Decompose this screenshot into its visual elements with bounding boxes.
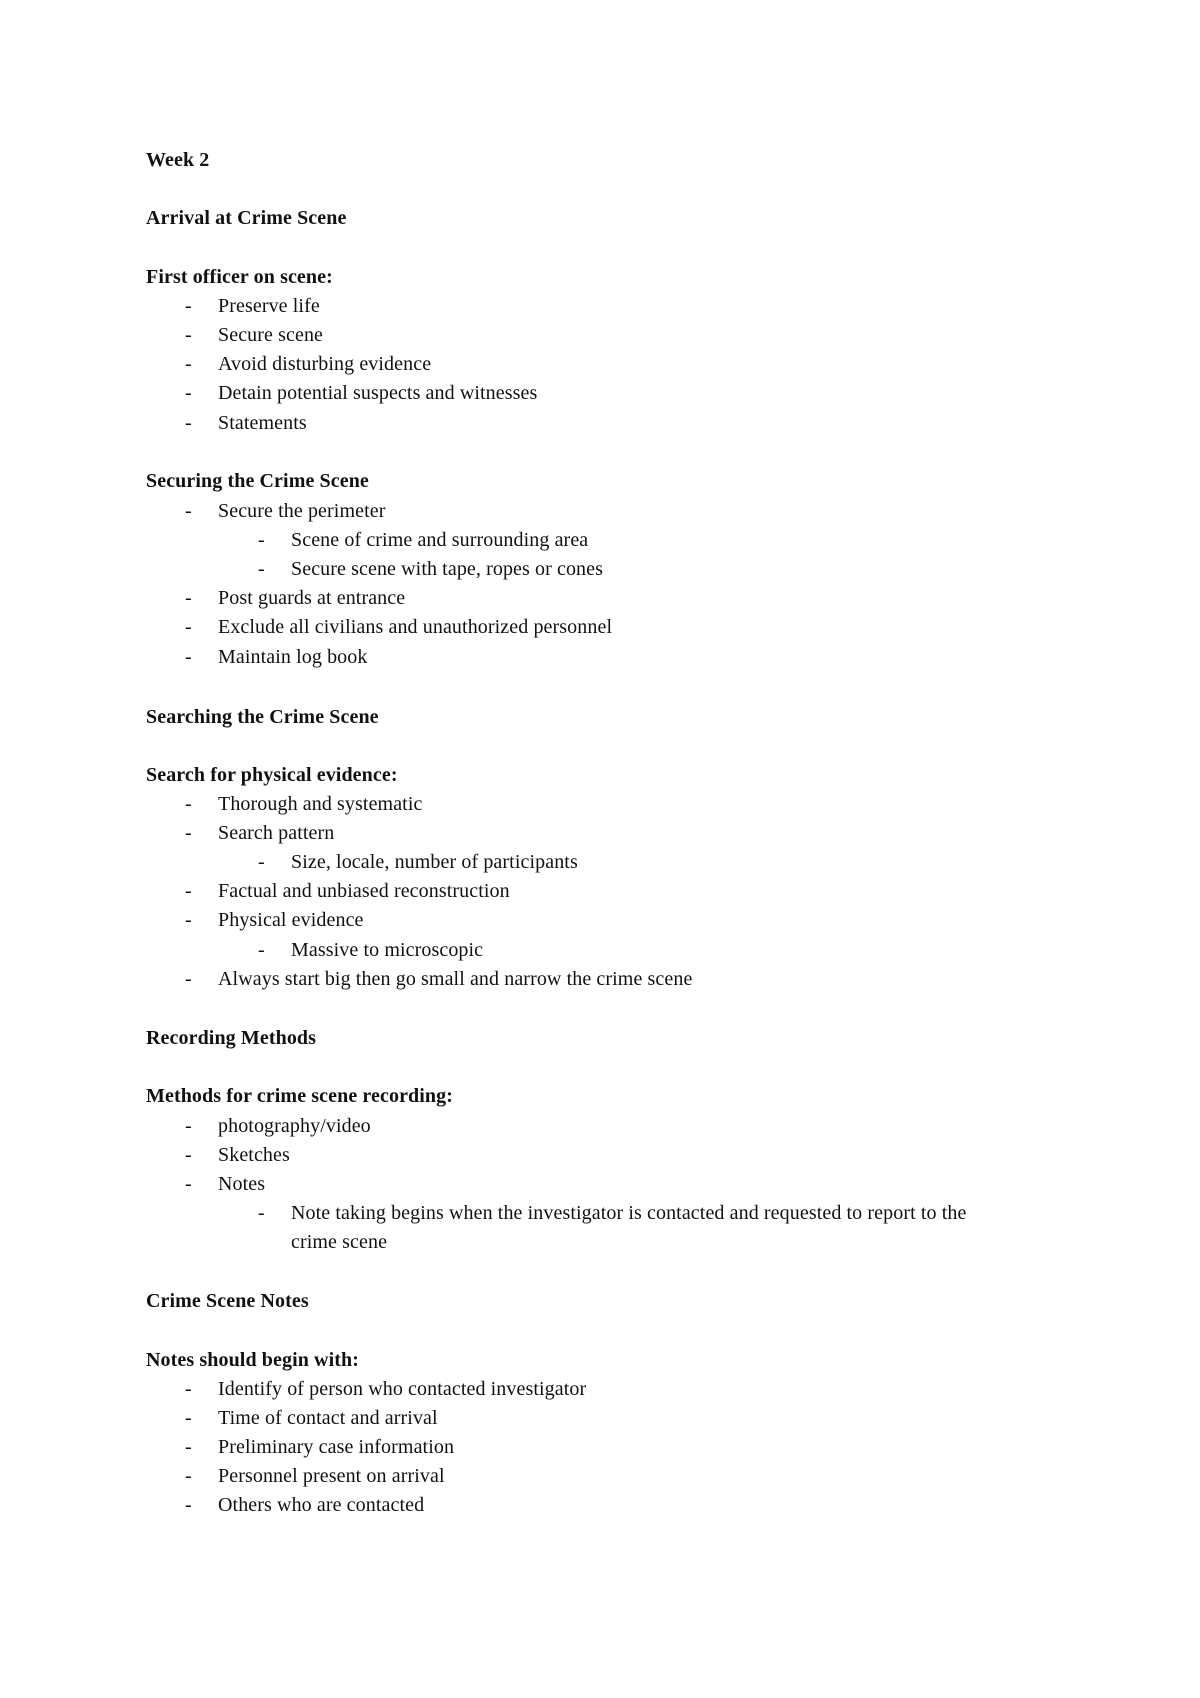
bullet-dash: - (258, 1202, 265, 1224)
bullet-dash: - (185, 1378, 192, 1400)
section-heading-recording: Recording Methods (146, 1027, 317, 1049)
list-item: Sketches (218, 1144, 290, 1166)
list-item: photography/video (218, 1115, 371, 1137)
list-item: Maintain log book (218, 646, 368, 668)
bullet-dash: - (185, 1494, 192, 1516)
bullet-dash: - (185, 822, 192, 844)
bullet-dash: - (185, 412, 192, 434)
list-item: Secure the perimeter (218, 500, 386, 522)
sub-list-item: Note taking begins when the investigator is contacted and requested to report to the (291, 1202, 967, 1224)
bullet-dash: - (185, 880, 192, 902)
subheading-notes: Notes should begin with: (146, 1349, 359, 1371)
bullet-dash: - (258, 939, 265, 961)
bullet-dash: - (185, 382, 192, 404)
bullet-dash: - (185, 909, 192, 931)
bullet-dash: - (185, 646, 192, 668)
sub-list-item: Size, locale, number of participants (291, 851, 578, 873)
bullet-dash: - (185, 1465, 192, 1487)
subheading-securing: Securing the Crime Scene (146, 470, 369, 492)
bullet-dash: - (185, 587, 192, 609)
subheading-search: Search for physical evidence: (146, 764, 398, 786)
list-item: Others who are contacted (218, 1494, 425, 1516)
list-item: Exclude all civilians and unauthorized personnel (218, 616, 613, 638)
bullet-dash: - (185, 1407, 192, 1429)
list-item: Time of contact and arrival (218, 1407, 438, 1429)
sub-list-item: Scene of crime and surrounding area (291, 529, 589, 551)
subheading-recording: Methods for crime scene recording: (146, 1085, 454, 1107)
bullet-dash: - (258, 558, 265, 580)
subheading-first-officer: First officer on scene: (146, 266, 333, 288)
section-heading-searching: Searching the Crime Scene (146, 706, 379, 728)
bullet-dash: - (185, 1436, 192, 1458)
list-item: Always start big then go small and narrow the crime scene (218, 968, 693, 990)
bullet-dash: - (185, 968, 192, 990)
sub-list-item: Secure scene with tape, ropes or cones (291, 558, 604, 580)
bullet-dash: - (185, 500, 192, 522)
list-item: Thorough and systematic (218, 793, 423, 815)
section-heading-notes: Crime Scene Notes (146, 1290, 309, 1312)
list-item: Detain potential suspects and witnesses (218, 382, 538, 404)
bullet-dash: - (185, 1144, 192, 1166)
sub-list-item: Massive to microscopic (291, 939, 484, 961)
list-item: Identify of person who contacted investigator (218, 1378, 587, 1400)
bullet-dash: - (185, 1115, 192, 1137)
list-item: Post guards at entrance (218, 587, 406, 609)
bullet-dash: - (185, 353, 192, 375)
list-item: Physical evidence (218, 909, 364, 931)
list-item: Preserve life (218, 295, 320, 317)
bullet-dash: - (185, 616, 192, 638)
list-item: Notes (218, 1173, 266, 1195)
list-item: Preliminary case information (218, 1436, 455, 1458)
bullet-dash: - (185, 295, 192, 317)
sub-list-item-continuation: crime scene (291, 1231, 388, 1253)
bullet-dash: - (185, 1173, 192, 1195)
page-title: Week 2 (146, 149, 210, 171)
list-item: Search pattern (218, 822, 335, 844)
bullet-dash: - (185, 793, 192, 815)
list-item: Personnel present on arrival (218, 1465, 445, 1487)
list-item: Factual and unbiased reconstruction (218, 880, 510, 902)
list-item: Statements (218, 412, 307, 434)
list-item: Avoid disturbing evidence (218, 353, 432, 375)
list-item: Secure scene (218, 324, 324, 346)
section-heading-arrival: Arrival at Crime Scene (146, 207, 347, 229)
bullet-dash: - (185, 324, 192, 346)
bullet-dash: - (258, 851, 265, 873)
bullet-dash: - (258, 529, 265, 551)
